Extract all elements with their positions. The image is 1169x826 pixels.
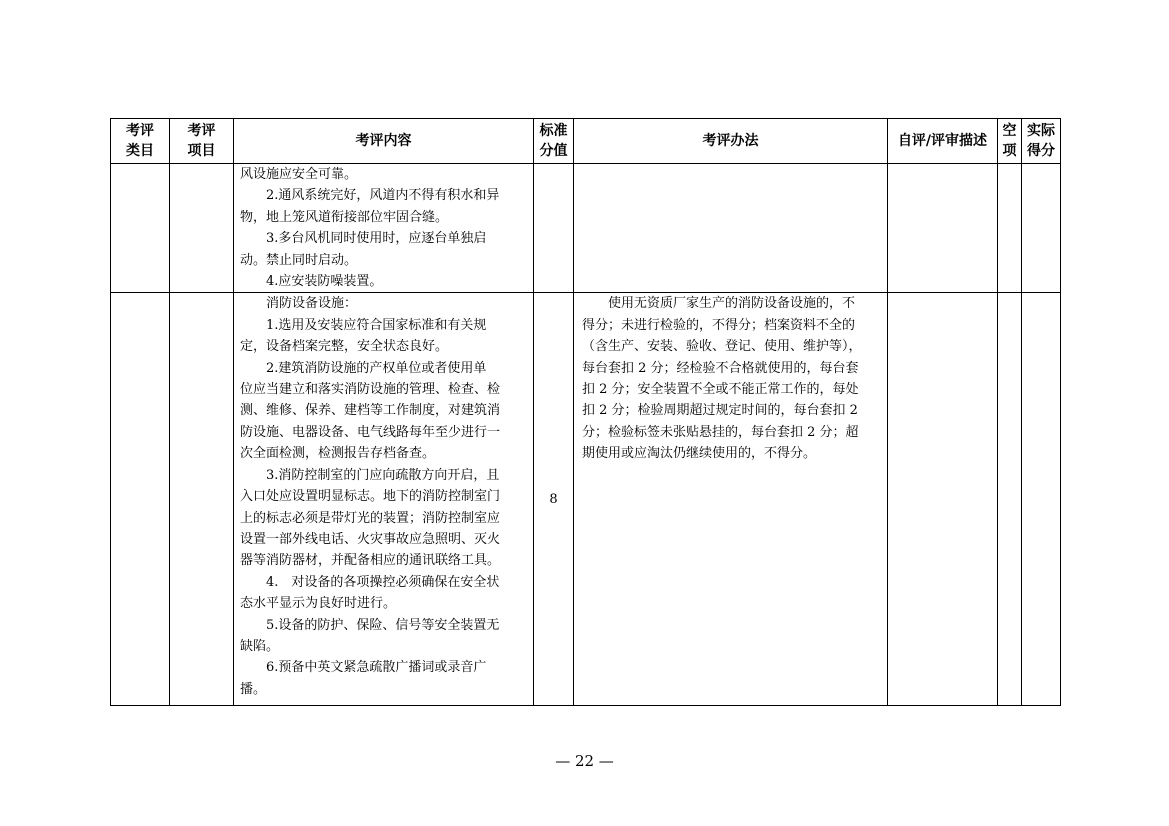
- header-text-line: 考评: [187, 123, 216, 139]
- method-cell: [574, 164, 888, 293]
- text-line: 期使用或应淘汰仍继续使用的，不得分。: [582, 446, 817, 462]
- text-line: 4.应安装防噪装置。: [240, 274, 383, 290]
- header-text-line: 实际: [1027, 123, 1055, 139]
- header-standard-score: [534, 119, 574, 164]
- text-line: 得分；未进行检验的，不得分；档案资料不全的: [582, 317, 856, 333]
- category-cell: [111, 164, 170, 293]
- header-item: [170, 119, 234, 164]
- text-line: 风设施应安全可靠。: [240, 167, 358, 182]
- text-line: 5.设备的防护、保险、信号等安全装置无: [240, 617, 500, 633]
- evaluation-table: [110, 118, 1061, 706]
- header-text-line: 项目: [187, 143, 216, 159]
- header-content: 考评内容: [234, 119, 534, 164]
- text-line: 设置一部外线电话、火灾事故应急照明、灭火: [240, 531, 501, 547]
- item-cell: [170, 293, 234, 706]
- content-cell: [234, 164, 534, 293]
- text-line: 2.通风系统完好，风道内不得有积水和异: [240, 188, 500, 204]
- header-row: [111, 119, 1061, 164]
- text-line: 消防设备设施：: [240, 296, 358, 312]
- text-line: 4. 对设备的各项操控必须确保在安全状: [240, 574, 500, 590]
- text-line: 6.预备中英文紧急疏散广播词或录音广: [240, 660, 487, 676]
- header-method: 考评办法: [574, 119, 888, 164]
- text-line: 扣 2 分；安全装置不全或不能正常工作的，每处: [582, 382, 859, 398]
- actual-score-cell: [1022, 164, 1061, 293]
- text-line: 测、维修、保养、建档等工作制度，对建筑消: [240, 403, 501, 419]
- text-line: 位应当建立和落实消防设施的管理、检查、检: [240, 382, 501, 398]
- text-line: 3.消防控制室的门应向疏散方向开启，且: [240, 467, 500, 483]
- header-text-line: 类目: [126, 143, 154, 159]
- text-line: 2.建筑消防设施的产权单位或者使用单: [240, 360, 487, 376]
- table-row: [111, 293, 1061, 706]
- page-number: — 22 —: [555, 752, 614, 770]
- header-text-line: 分值: [539, 143, 568, 159]
- header-category: [111, 119, 170, 164]
- header-text-line: 空: [1002, 123, 1017, 139]
- text-line: 防设施、电器设备、电气线路每年至少进行一: [240, 424, 501, 440]
- actual-score-cell: [1022, 293, 1061, 706]
- text-line: 3.多台风机同时使用时，应逐台单独启: [240, 231, 487, 247]
- text-line: 器等消防器材，并配备相应的通讯联络工具。: [240, 553, 501, 569]
- self-review-cell: [888, 164, 998, 293]
- header-self-review: 自评/评审描述: [888, 119, 998, 164]
- header-text-line: 考评: [126, 123, 154, 139]
- empty-item-cell: [998, 164, 1022, 293]
- text-line: 缺陷。: [240, 638, 280, 654]
- header-text-line: 标准: [539, 123, 568, 139]
- empty-item-cell: [998, 293, 1022, 706]
- header-empty-item: [998, 119, 1022, 164]
- method-cell: [574, 293, 888, 706]
- table-row: [111, 164, 1061, 293]
- category-cell: [111, 293, 170, 706]
- text-line: 上的标志必须是带灯光的装置；消防控制室应: [240, 510, 501, 526]
- text-line: 态水平显示为良好时进行。: [240, 596, 397, 612]
- item-cell: [170, 164, 234, 293]
- text-line: 次全面检测，检测报告存档备查。: [240, 446, 436, 462]
- text-line: 物，地上笼风道衔接部位牢固合缝。: [240, 209, 449, 225]
- text-line: 分；检验标签未张贴悬挂的，每台套扣 2 分；超: [582, 424, 859, 440]
- text-line: 入口处应设置明显标志。地下的消防控制室门: [240, 489, 501, 505]
- score-cell: 8: [534, 293, 574, 706]
- text-line: 定，设备档案完整，安全状态良好。: [240, 339, 449, 355]
- text-line: 播。: [240, 681, 267, 697]
- content-cell: [234, 293, 534, 706]
- header-text-line: 项: [1002, 143, 1017, 159]
- text-line: （含生产、安装、验收、登记、使用、维护等），: [582, 339, 862, 355]
- text-line: 动。禁止同时启动。: [240, 252, 358, 268]
- text-line: 扣 2 分；检验周期超过规定时间的，每台套扣 2: [582, 403, 858, 419]
- text-line: 每台套扣 2 分；经检验不合格就使用的，每台套: [582, 360, 859, 376]
- header-actual-score: [1022, 119, 1061, 164]
- self-review-cell: [888, 293, 998, 706]
- text-line: 1.选用及安装应符合国家标准和有关规: [240, 317, 487, 333]
- header-text-line: 得分: [1027, 143, 1055, 159]
- score-cell: [534, 164, 574, 293]
- text-line: 使用无资质厂家生产的消防设备设施的，不: [582, 296, 856, 312]
